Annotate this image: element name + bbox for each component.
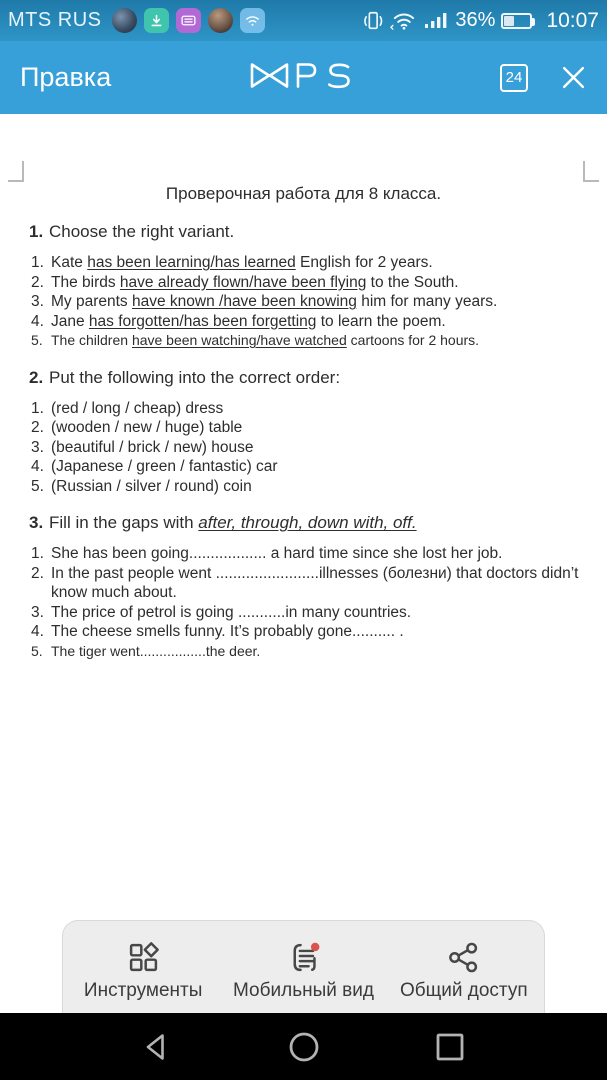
section-heading (0, 366, 607, 390)
close-icon[interactable] (560, 64, 587, 91)
doc-line (0, 477, 607, 497)
share-label: Общий доступ (399, 979, 528, 1001)
text-segment: (Russian / silver / round) coin (51, 477, 252, 495)
text-segment: The price of petrol is going ...........in many countries. (51, 603, 412, 621)
item-text (51, 564, 593, 603)
item-text (51, 642, 593, 662)
item-text (51, 253, 593, 273)
text-segment: The tiger went.................the deer. (51, 642, 261, 659)
tools-button[interactable] (63, 921, 223, 1014)
system-status-icons (362, 9, 599, 33)
item-number: 2. (31, 419, 44, 436)
document-body (0, 220, 607, 661)
item-number: 5. (31, 477, 44, 495)
doc-line (0, 253, 607, 273)
text-segment: English for 2 years. (295, 254, 433, 271)
section-item-list (0, 399, 607, 497)
home-icon (287, 1030, 321, 1064)
section-heading (0, 511, 607, 535)
page-margin-mark (8, 161, 24, 182)
section-number: 3. (29, 513, 44, 532)
section-heading-text (49, 366, 591, 390)
text-segment: Kate (51, 254, 88, 271)
doc-line (0, 331, 607, 351)
item-text (51, 603, 593, 623)
edit-mode-button[interactable]: Правка (20, 62, 112, 92)
section-heading-text (49, 511, 591, 535)
text-segment: after, through, down with, off. (198, 513, 417, 532)
item-text (51, 622, 593, 642)
doc-line (0, 544, 607, 564)
avatar-notification-icon (112, 8, 137, 33)
text-segment: Choose the right variant. (49, 222, 235, 241)
item-number: 4. (31, 312, 44, 330)
item-text (51, 544, 593, 564)
mobile-view-icon (286, 940, 321, 975)
text-segment: to learn the poem. (316, 312, 446, 330)
section-item-list (0, 253, 607, 351)
download-notification-icon (144, 8, 169, 33)
section-heading (0, 220, 607, 244)
text-segment: have already flown/have been flying (119, 273, 367, 291)
document-count-badge[interactable]: 24 (500, 64, 528, 92)
text-segment: (Japanese / green / fantastic) car (51, 458, 278, 475)
share-button[interactable] (384, 921, 544, 1014)
item-number: 2. (31, 273, 44, 291)
keyboard-notification-icon (176, 8, 201, 33)
recents-button[interactable] (433, 1030, 467, 1064)
item-text (51, 273, 593, 293)
text-segment: (red / long / cheap) dress (51, 399, 224, 417)
text-segment: Fill in the gaps with (49, 513, 199, 532)
text-segment: him for many years. (356, 293, 498, 310)
section-number: 1. (29, 222, 44, 241)
status-bar (0, 0, 607, 41)
item-text (51, 292, 593, 312)
item-text (51, 312, 593, 332)
notification-icons (112, 8, 363, 33)
text-segment: The cheese smells funny. It’s probably gone.......... . (51, 623, 404, 640)
item-number: 5. (31, 332, 43, 348)
back-icon (140, 1030, 174, 1064)
signal-icon (423, 11, 449, 30)
item-text (51, 477, 593, 497)
item-number: 2. (31, 564, 44, 582)
wifi-icon (390, 10, 417, 32)
doc-line (0, 312, 607, 332)
android-nav-bar (0, 1013, 607, 1080)
back-button[interactable] (140, 1030, 174, 1064)
doc-line (0, 399, 607, 419)
recents-icon (433, 1030, 467, 1064)
document-page[interactable] (0, 114, 607, 1013)
item-number: 3. (31, 603, 44, 621)
text-segment: Jane (51, 312, 89, 330)
doc-line (0, 292, 607, 312)
text-segment: cartoons for 2 hours. (346, 332, 480, 348)
text-segment: The children (51, 332, 132, 348)
text-segment: have been watching/have watched (131, 332, 347, 348)
carrier-label: MTS RUS (8, 9, 102, 31)
item-number: 4. (31, 623, 44, 640)
clock-label: 10:07 (546, 8, 599, 32)
doc-line (0, 418, 607, 438)
text-segment: have known /have been knowing (131, 293, 357, 310)
page-margin-mark (583, 161, 599, 182)
text-segment: In the past people went ........................illnesses (болезни) that doctors didn’t know much about. (51, 564, 579, 601)
item-number: 1. (31, 545, 44, 562)
text-segment: has been learning/has learned (87, 254, 296, 271)
mobile-view-button[interactable] (223, 921, 383, 1014)
item-number: 3. (31, 293, 44, 310)
document-title: Проверочная работа для 8 класса. (165, 184, 442, 203)
share-icon (446, 940, 481, 975)
doc-line (0, 642, 607, 662)
doc-line (0, 622, 607, 642)
item-number: 3. (31, 438, 44, 456)
item-text (51, 418, 593, 438)
item-number: 1. (31, 254, 44, 271)
avatar-notification-icon (208, 8, 233, 33)
text-segment: Put the following into the correct order: (49, 367, 341, 387)
wps-logo-icon (248, 55, 360, 100)
item-number: 5. (31, 642, 43, 659)
text-segment: (wooden / new / huge) table (51, 419, 243, 436)
item-text (51, 438, 593, 458)
item-number: 1. (31, 399, 44, 417)
doc-line (0, 438, 607, 458)
doc-line (0, 603, 607, 623)
text-segment: to the South. (366, 273, 459, 291)
vibrate-icon (362, 9, 384, 33)
section-item-list (0, 544, 607, 661)
red-dot-badge (311, 942, 319, 950)
home-button[interactable] (287, 1030, 321, 1064)
doc-line (0, 273, 607, 293)
text-segment: The birds (51, 273, 120, 291)
tools-label: Инструменты (83, 979, 203, 1001)
battery-percent-label: 36% (455, 9, 496, 31)
doc-line (0, 564, 607, 603)
section-heading-text (49, 220, 591, 244)
doc-line (0, 457, 607, 477)
battery-icon (501, 13, 532, 29)
tools-grid-icon (126, 940, 161, 975)
text-segment: She has been going.................. a hard time since she lost her job. (51, 545, 503, 562)
section-number: 2. (29, 367, 44, 387)
item-text (51, 399, 593, 419)
text-segment: (beautiful / brick / new) house (51, 438, 254, 456)
app-bar (0, 41, 607, 114)
wifi-notification-icon (240, 8, 265, 33)
item-text (51, 457, 593, 477)
item-text (51, 331, 593, 351)
text-segment: My parents (51, 293, 132, 310)
text-segment: has forgotten/has been forgetting (88, 312, 317, 330)
bottom-toolbar (62, 920, 545, 1014)
mobile-view-label: Мобильный вид (233, 979, 374, 1001)
item-number: 4. (31, 458, 44, 475)
